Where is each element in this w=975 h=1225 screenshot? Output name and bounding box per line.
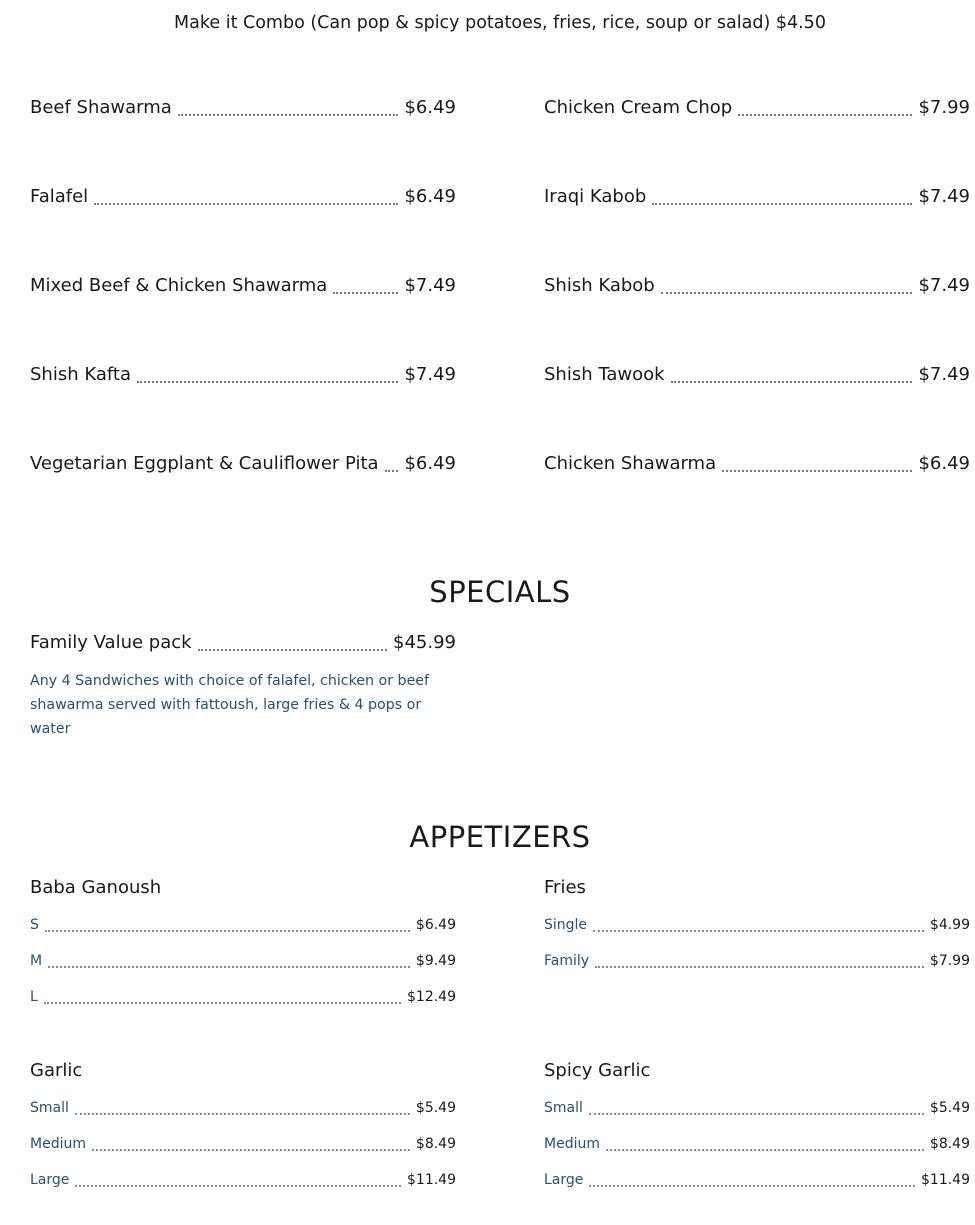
option-size: S xyxy=(30,917,39,933)
appetizer-option xyxy=(544,1097,970,1119)
appetizer-option xyxy=(544,950,970,972)
menu-item-name: Shish Kafta xyxy=(30,364,131,385)
option-price: $5.49 xyxy=(929,1100,970,1116)
menu-item xyxy=(30,95,456,121)
menu-item-name: Shish Tawook xyxy=(544,364,665,385)
option-price: $7.99 xyxy=(929,953,970,969)
appetizer-group-name: Garlic xyxy=(30,1060,83,1081)
menu-item-price: $7.49 xyxy=(404,364,456,385)
dot-leader xyxy=(661,292,913,294)
option-price: $11.49 xyxy=(407,1172,456,1188)
option-price: $8.49 xyxy=(415,1136,456,1152)
dot-leader xyxy=(48,966,410,968)
appetizer-option xyxy=(30,986,456,1008)
menu-item xyxy=(30,451,456,477)
option-size: Single xyxy=(544,917,588,933)
special-item-price: $45.99 xyxy=(393,632,456,653)
menu-item-name: Chicken Cream Chop xyxy=(544,97,733,118)
dot-leader xyxy=(606,1149,924,1151)
appetizer-option xyxy=(544,1133,970,1155)
menu-item xyxy=(544,273,970,299)
special-item-description: Any 4 Sandwiches with choice of falafel, chicken or beef shawarma served with fattoush, large fries & 4 pops or water xyxy=(30,673,430,737)
dot-leader xyxy=(75,1113,410,1115)
menu-item-name: Shish Kabob xyxy=(544,275,655,296)
dot-leader xyxy=(75,1185,401,1187)
option-size: Large xyxy=(544,1172,584,1188)
appetizer-group-name: Baba Ganoush xyxy=(30,877,162,898)
option-price: $9.49 xyxy=(415,953,456,969)
option-size: Large xyxy=(30,1172,70,1188)
dot-leader xyxy=(593,930,924,932)
option-price: $6.49 xyxy=(415,917,456,933)
option-price: $4.99 xyxy=(929,917,970,933)
menu-item-name: Beef Shawarma xyxy=(30,97,172,118)
menu-item xyxy=(544,95,970,121)
option-size: Medium xyxy=(544,1136,600,1152)
dot-leader xyxy=(652,203,912,205)
dot-leader xyxy=(198,649,387,651)
menu-item-price: $6.49 xyxy=(404,453,456,474)
menu-item-name: Chicken Shawarma xyxy=(544,453,717,474)
menu-item-name: Mixed Beef & Chicken Shawarma xyxy=(30,275,328,296)
appetizer-option xyxy=(30,1169,456,1191)
menu-item-price: $6.49 xyxy=(404,186,456,207)
menu-item xyxy=(30,184,456,210)
dot-leader xyxy=(671,381,913,383)
menu-item-price: $7.99 xyxy=(918,97,970,118)
menu-item xyxy=(544,184,970,210)
dot-leader xyxy=(589,1113,924,1115)
dot-leader xyxy=(137,381,399,383)
menu-item xyxy=(30,362,456,388)
appetizer-option xyxy=(544,1169,970,1191)
dot-leader xyxy=(738,114,912,116)
dot-leader xyxy=(385,470,399,472)
menu-item-price: $7.49 xyxy=(404,275,456,296)
appetizer-option xyxy=(30,1133,456,1155)
menu-item-price: $7.49 xyxy=(918,275,970,296)
special-item-name: Family Value pack xyxy=(30,632,192,653)
menu-item-price: $6.49 xyxy=(918,453,970,474)
menu-item-name: Falafel xyxy=(30,186,89,207)
option-price: $8.49 xyxy=(929,1136,970,1152)
special-item xyxy=(30,630,456,656)
option-size: Small xyxy=(544,1100,583,1116)
dot-leader xyxy=(44,1002,401,1004)
option-size: Medium xyxy=(30,1136,86,1152)
menu-item xyxy=(30,273,456,299)
dot-leader xyxy=(333,292,398,294)
combo-offer-text: Make it Combo (Can pop & spicy potatoes, fries, rice, soup or salad) $4.50 xyxy=(174,13,826,33)
menu-item-name: Vegetarian Eggplant & Cauliflower Pita xyxy=(30,453,379,474)
menu-item-price: $7.49 xyxy=(918,186,970,207)
menu-item xyxy=(544,451,970,477)
dot-leader xyxy=(595,966,924,968)
option-size: Family xyxy=(544,953,590,969)
menu-item-price: $6.49 xyxy=(404,97,456,118)
dot-leader xyxy=(45,930,410,932)
menu-item-price: $7.49 xyxy=(918,364,970,385)
dot-leader xyxy=(589,1185,915,1187)
appetizer-option xyxy=(30,1097,456,1119)
dot-leader xyxy=(722,470,912,472)
appetizer-option xyxy=(30,950,456,972)
option-size: M xyxy=(30,953,43,969)
appetizer-group-name: Spicy Garlic xyxy=(544,1060,651,1081)
specials-heading: SPECIALS xyxy=(429,575,571,609)
appetizer-option xyxy=(544,914,970,936)
option-size: Small xyxy=(30,1100,69,1116)
dot-leader xyxy=(178,114,399,116)
appetizer-option xyxy=(30,914,456,936)
appetizer-group-name: Fries xyxy=(544,877,586,898)
option-price: $12.49 xyxy=(407,989,456,1005)
option-size: L xyxy=(30,989,38,1005)
option-price: $11.49 xyxy=(921,1172,970,1188)
option-price: $5.49 xyxy=(415,1100,456,1116)
menu-item-name: Iraqi Kabob xyxy=(544,186,647,207)
dot-leader xyxy=(94,203,398,205)
appetizers-heading: APPETIZERS xyxy=(409,820,591,854)
menu-item xyxy=(544,362,970,388)
dot-leader xyxy=(92,1149,410,1151)
